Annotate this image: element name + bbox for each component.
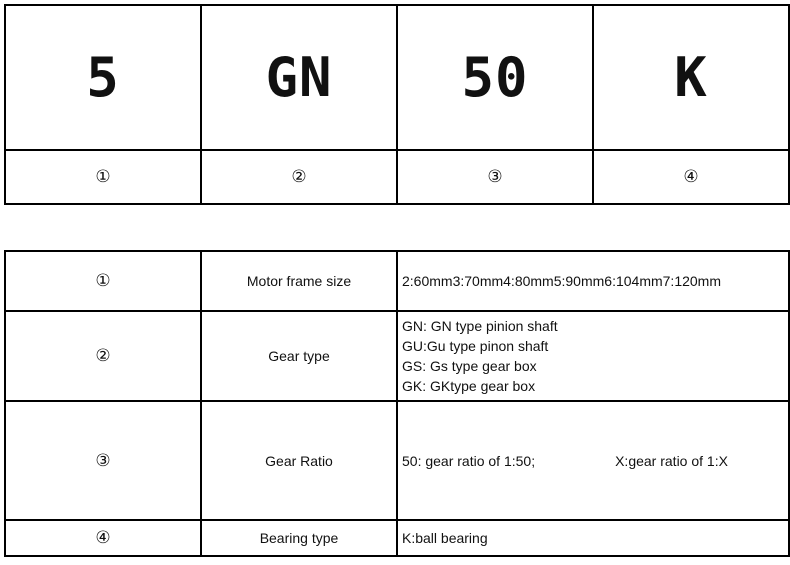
marker-4: ④: [593, 150, 789, 204]
row-description: [397, 520, 789, 556]
description-line: K:ball bearing: [402, 530, 488, 546]
marker-2: ②: [201, 150, 397, 204]
description-line: 2:60mm3:70mm4:80mm5:90mm6:104mm7:120mm: [402, 273, 722, 289]
row-marker: ①: [5, 251, 201, 311]
code-bearing-type: K: [593, 5, 789, 150]
description-line: 50: gear ratio of 1:50;: [402, 452, 536, 469]
row-marker: ④: [5, 520, 201, 556]
row-marker: ③: [5, 401, 201, 520]
marker-row: [5, 150, 789, 204]
description-line: GN: GN type pinion shaft: [402, 318, 558, 334]
row-description: [397, 311, 789, 401]
row-description: [397, 401, 789, 520]
description-line: GU:Gu type pinon shaft: [402, 338, 549, 354]
row-label: Gear type: [201, 311, 397, 401]
table-row: [5, 401, 789, 520]
code-row: [5, 5, 789, 150]
description-line: GS: Gs type gear box: [402, 358, 537, 374]
code-gear-type: GN: [201, 5, 397, 150]
row-description: [397, 251, 789, 311]
row-label: Gear Ratio: [201, 401, 397, 520]
spec-table: [4, 250, 790, 557]
marker-1: ①: [5, 150, 201, 204]
table-row: [5, 520, 789, 556]
table-row: [5, 251, 789, 311]
description-line: GK: GKtype gear box: [402, 378, 536, 394]
row-label: Bearing type: [201, 520, 397, 556]
row-label: Motor frame size: [201, 251, 397, 311]
row-marker: ②: [5, 311, 201, 401]
description-line: X:gear ratio of 1:X: [615, 452, 728, 469]
table-row: [5, 311, 789, 401]
code-gear-ratio: 50: [397, 5, 593, 150]
code-frame-size: 5: [5, 5, 201, 150]
marker-3: ③: [397, 150, 593, 204]
model-code-table: [4, 4, 790, 205]
